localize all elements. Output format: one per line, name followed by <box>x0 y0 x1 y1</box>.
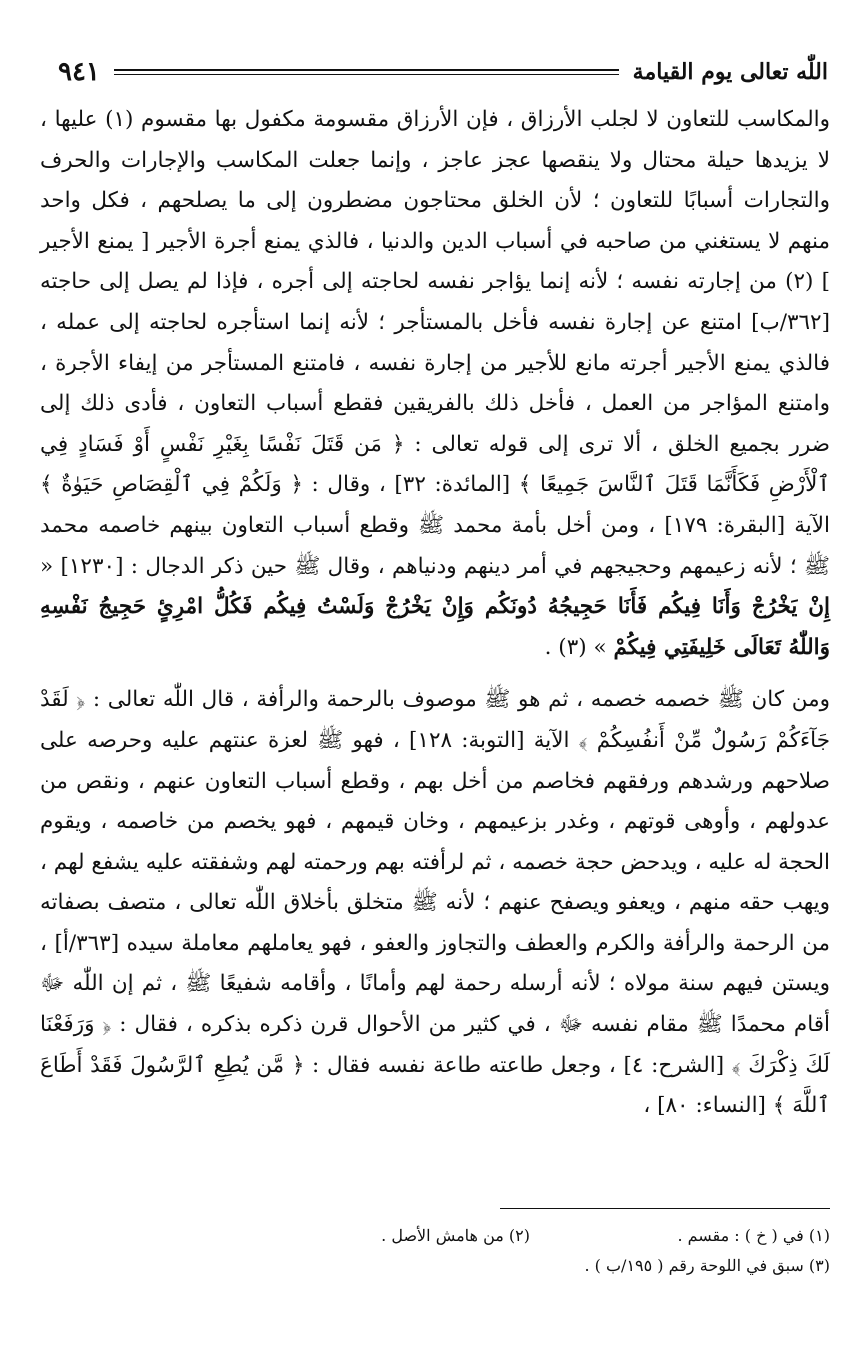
footnotes <box>40 1208 830 1281</box>
main-text <box>40 100 830 1127</box>
paragraph-1 <box>40 100 830 668</box>
hadith-tail: » (٣) . <box>544 634 607 660</box>
page-number: ٩٤١ <box>58 57 100 87</box>
hadith-quote: إِنْ يَخْرُجْ وَأَنَا فِيكُم فَأَنَا حَجِيجُهُ دُونَكُم وَإِنْ يَخْرُجْ وَلَسْتُ فِيكُم فَكُلُّ امْرِئٍ حَجِيجُ نَفْسِهِ وَاللّٰهُ تَعَالَى خَلِيفَتِي فِيكُمْ <box>40 594 830 660</box>
footnote-row <box>40 1221 830 1251</box>
paragraph-2-text: ومن كان ﷺ خصمه خصمه ، ثم هو ﷺ موصوف بالرحمة والرأفة ، قال اللّٰه تعالى : ﴿ لَقَدْ جَآءَكُمْ رَسُولٌ مِّنْ أَنفُسِكُمْ ﴾ الآية [التوبة: ١٢٨] ، فهو ﷺ لعزة عنتهم عليه وحرصه على صلاحهم ورشدهم ورفقهم فخاصم من أخل بهم ، وقطع أسباب التعاون عنهم ، ونقص من عدولهم ، وأوهى قوتهم ، وغدر بزعيمهم ، وخان قيمهم ، فهو يخصم من خاصمه ، ويقوم الحجة له عليه ، ويدحض حجة خصمه ، ثم لرأفته بهم ورحمته لهم وشفقته عليه يشفع لهم ، ويهب حقه منهم ، ويعفو ويصفح عنهم ؛ لأنه ﷺ متخلق بأخلاق اللّٰه تعالى ، متصف بصفاته من الرحمة والرأفة والكرم والعطف والتجاوز والعفو ، فهو يعاملهم معاملة سيده [٣٦٣/أ] ، ويستن فيهم سنة مولاه ؛ لأنه أرسله رحمة لهم وأمانًا ، وأقامه شفيعًا ﷺ ، ثم إن اللّٰه ﷻ أقام محمدًا ﷺ مقام نفسه ﷻ ، في كثير من الأحوال قرن ذكره بذكره ، فقال : ﴿ وَرَفَعْنَا لَكَ ذِكْرَكَ ﴾ [الشرح: ٤] ، وجعل طاعته طاعة نفسه فقال : ﴿ مَّن يُطِعِ ٱلرَّسُولَ فَقَدْ أَطَاعَ ٱللَّهَ ﴾ [النساء: ٨٠] ، <box>40 687 830 1119</box>
footnote-1: (١) في ( خ ) : مقسم . <box>677 1226 830 1245</box>
footnote-3: (٣) سبق في اللوحة رقم ( ١٩٥/ب ) . <box>584 1256 830 1275</box>
footnote-2: (٢) من هامش الأصل . <box>381 1226 530 1245</box>
running-title: اللّٰه تعالى يوم القيامة <box>632 59 828 85</box>
paragraph-2 <box>40 680 830 1127</box>
footnote-rule <box>500 1208 830 1209</box>
page-header <box>58 52 828 92</box>
header-rule <box>114 69 619 75</box>
paragraph-1-text: والمكاسب للتعاون لا لجلب الأرزاق ، فإن الأرزاق مقسومة مكفول بها مقسوم (١) عليها ، لا يزيدها حيلة محتال ولا ينقصها عجز عاجز ، وإنما جعلت المكاسب والإجارات والحرف والتجارات أسبابًا للتعاون ؛ لأن الخلق محتاجون مضطرون إلى ما يصلحهم ، فكل واحد منهم لا يستغني من صاحبه في أسباب الدين والدنيا ، فالذي يمنع أجرة الأجير [ يمنع الأجير ] (٢) من إجارته نفسه ؛ لأنه إنما يؤاجر نفسه لحاجته إلى أجره ، فإذا لم يصل إلى حاجته [٣٦٢/ب] امتنع عن إجارة نفسه فأخل بالمستأجر ؛ لأنه إنما استأجره لحاجته إلى عمله ، فالذي يمنع الأجير أجرته مانع للأجير من إجارة نفسه ، فامتنع المستأجر من إيفاء الأجرة ، وامتنع المؤاجر من العمل ، فأخل ذلك بالفريقين فقطع أسباب التعاون ، فأدى ذلك إلى ضرر بجميع الخلق ، ألا ترى إلى قوله تعالى : ﴿ مَن قَتَلَ نَفْسًا بِغَيْرِ نَفْسٍ أَوْ فَسَادٍ فِي ٱلْأَرْضِ فَكَأَنَّمَا قَتَلَ ٱلنَّاسَ جَمِيعًا ﴾ [المائدة: ٣٢] ، وقال : ﴿ وَلَكُمْ فِي ٱلْقِصَاصِ حَيَوٰةٌ ﴾ الآية [البقرة: ١٧٩] ، ومن أخل بأمة محمد ﷺ وقطع أسباب التعاون بينهم خاصمه محمد ﷺ ؛ لأنه زعيمهم وحجيجهم في أمر دينهم ودنياهم ، وقال ﷺ حين ذكر الدجال : [١٢٣٠] « <box>40 107 831 579</box>
